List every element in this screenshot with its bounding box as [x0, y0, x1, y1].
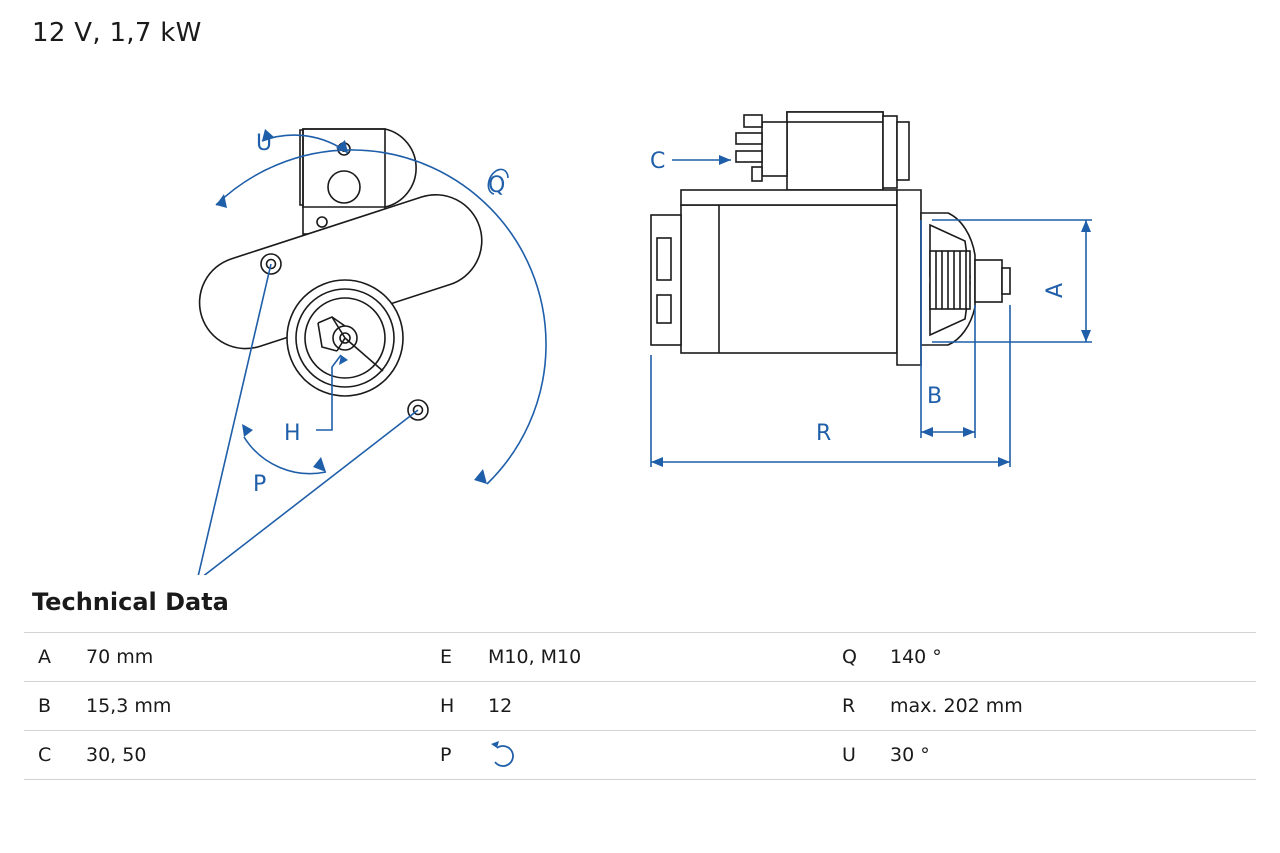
row-value-b: 15,3 mm [72, 682, 426, 731]
row-value-h: 12 [474, 682, 828, 731]
row-key-a: A [24, 633, 72, 682]
row-key-h: H [426, 682, 474, 731]
row-key-e: E [426, 633, 474, 682]
row-key-c: C [24, 731, 72, 780]
starter-motor-drawing [0, 55, 1280, 575]
technical-data-heading: Technical Data [32, 588, 229, 616]
label-P: P [253, 472, 267, 497]
label-A: A [1043, 282, 1068, 298]
table-row [24, 731, 1256, 780]
row-key-q: Q [828, 633, 876, 682]
table-row [24, 682, 1256, 731]
row-value-r: max. 202 mm [876, 682, 1256, 731]
label-Q: Q [488, 173, 506, 198]
table-row [24, 633, 1256, 682]
page-title: 12 V, 1,7 kW [32, 18, 202, 48]
rotation-direction-icon [488, 741, 518, 769]
row-value-a: 70 mm [72, 633, 426, 682]
label-B: B [927, 384, 943, 409]
row-value-p [474, 731, 828, 780]
front-view-group [188, 129, 494, 420]
row-key-r: R [828, 682, 876, 731]
side-view-group [651, 112, 1010, 365]
row-value-e: M10, M10 [474, 633, 828, 682]
row-key-p: P [426, 731, 474, 780]
technical-data-table [24, 632, 1256, 780]
label-H: H [284, 421, 301, 446]
row-value-q: 140 ° [876, 633, 1256, 682]
row-key-u: U [828, 731, 876, 780]
drawing-svg [0, 55, 1280, 575]
row-key-b: B [24, 682, 72, 731]
label-R: R [816, 421, 832, 446]
row-value-u: 30 ° [876, 731, 1256, 780]
label-C: C [650, 149, 666, 174]
label-U: U [256, 131, 273, 156]
row-value-c: 30, 50 [72, 731, 426, 780]
